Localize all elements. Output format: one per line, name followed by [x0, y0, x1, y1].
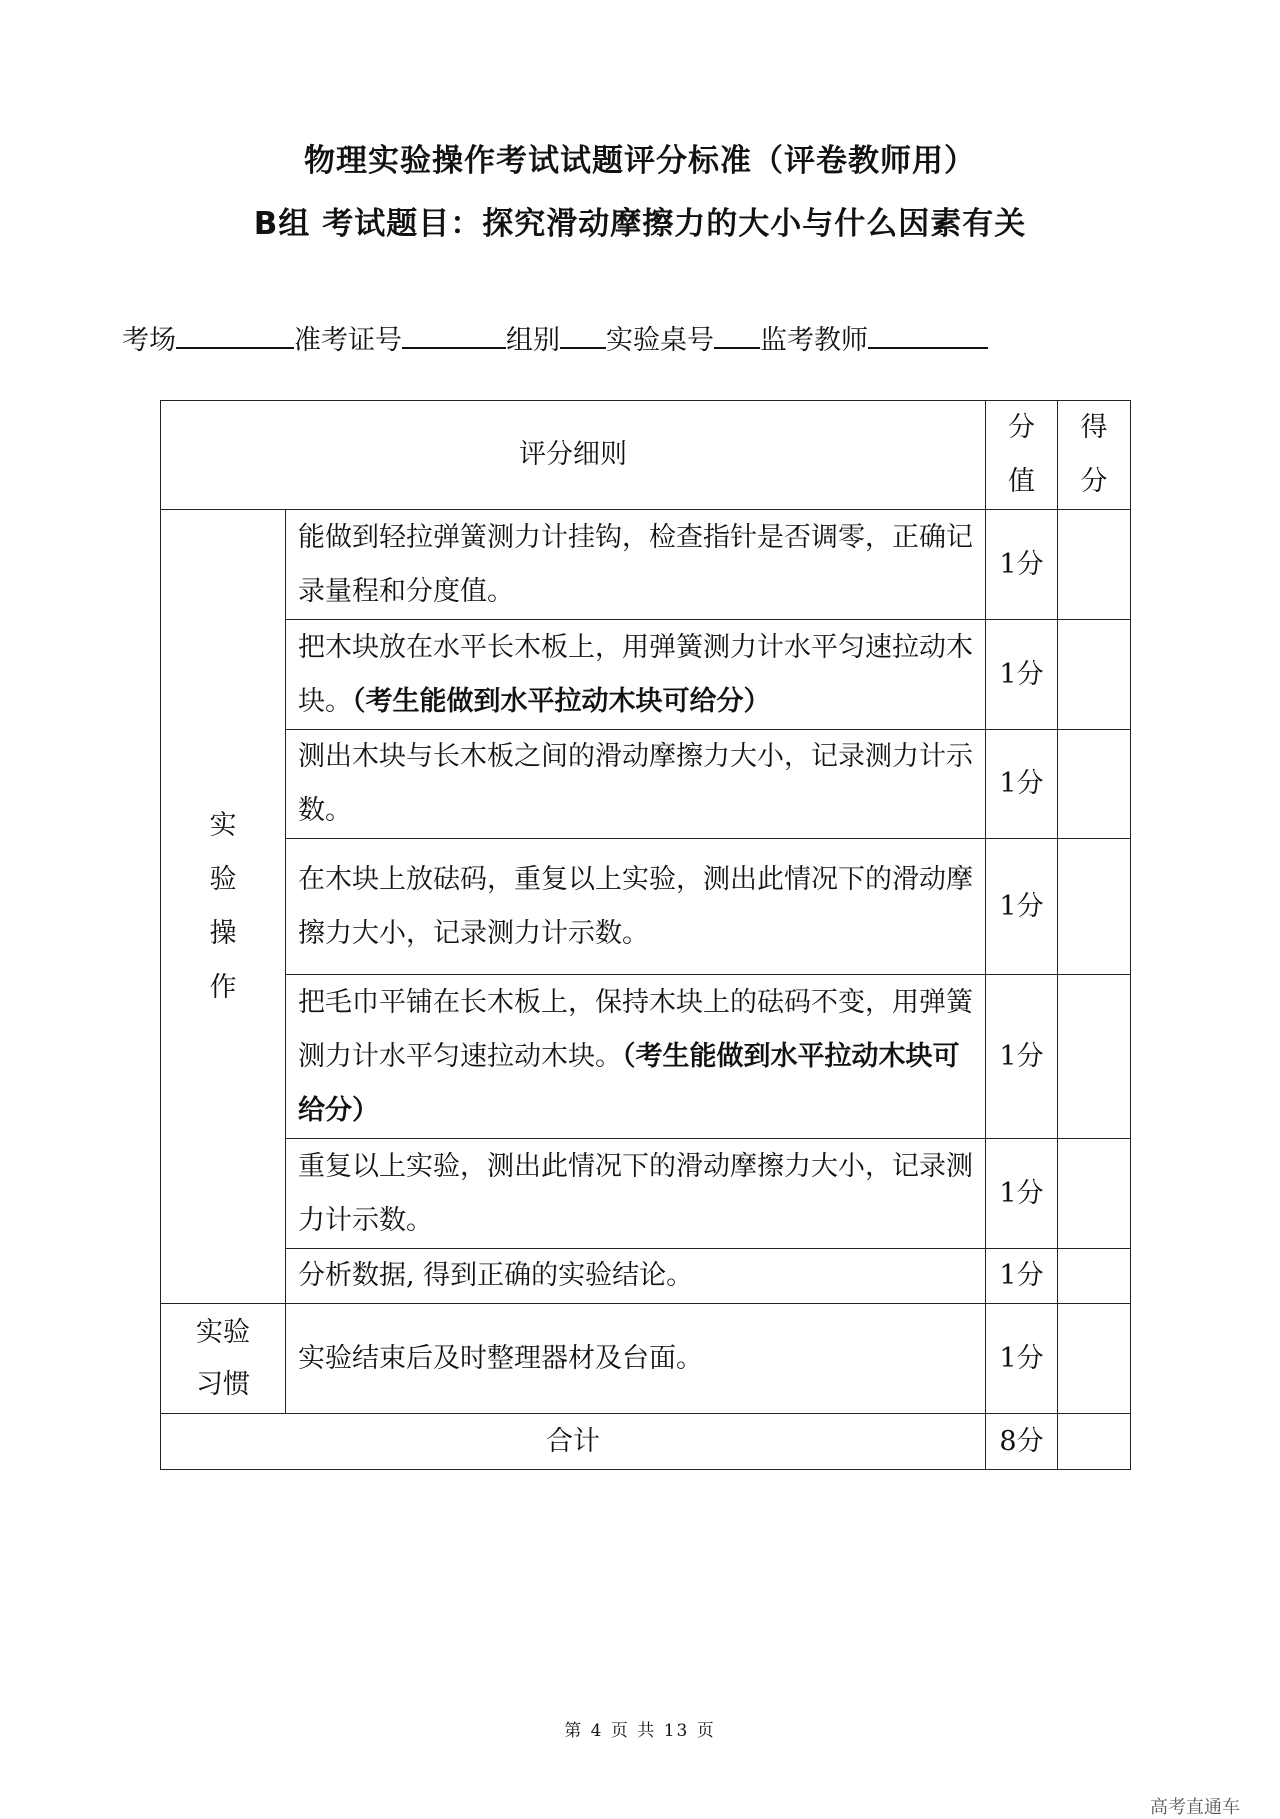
desk-no-blank	[714, 321, 760, 349]
score-5: 1分	[986, 975, 1058, 1139]
table-row	[161, 1139, 1131, 1249]
earned-2[interactable]	[1058, 620, 1131, 730]
earned-1[interactable]	[1058, 510, 1131, 620]
page-title: 物理实验操作考试试题评分标准（评卷教师用）	[304, 143, 976, 179]
total-score: 8分	[986, 1414, 1058, 1470]
table-header-row	[161, 401, 1131, 510]
score-1: 1分	[986, 510, 1058, 620]
score-7: 1分	[986, 1249, 1058, 1304]
table-row	[161, 730, 1131, 839]
table-row	[161, 620, 1131, 730]
earned-8[interactable]	[1058, 1304, 1131, 1414]
watermark: 高考直通车	[1150, 1797, 1240, 1818]
criterion-5: 把毛巾平铺在长木板上，保持木块上的砝码不变，用弹簧测力计水平匀速拉动木块。（考生能做到水平拉动木块可给分）	[286, 975, 986, 1139]
criterion-8: 实验结束后及时整理器材及台面。	[286, 1304, 986, 1414]
page-subtitle: B组 考试题目：探究滑动摩擦力的大小与什么因素有关	[253, 206, 1027, 242]
exam-room-label: 考场	[122, 325, 176, 356]
criterion-7: 分析数据, 得到正确的实验结论。	[286, 1249, 986, 1304]
info-line	[122, 318, 988, 357]
admission-no-label: 准考证号	[294, 325, 402, 356]
proctor-label: 监考教师	[760, 325, 868, 356]
admission-no-blank	[402, 321, 506, 349]
exam-room-blank	[176, 321, 294, 349]
score-2: 1分	[986, 620, 1058, 730]
table-row	[161, 510, 1131, 620]
criterion-6: 重复以上实验，测出此情况下的滑动摩擦力大小，记录测力计示数。	[286, 1139, 986, 1249]
section-operation: 实 验 操 作	[161, 510, 286, 1304]
page-footer: 第 4 页 共 13 页	[564, 1721, 716, 1741]
header-score-earned: 得 分	[1058, 401, 1131, 510]
total-earned[interactable]	[1058, 1414, 1131, 1470]
header-score-value: 分 值	[986, 401, 1058, 510]
group-label: 组别	[506, 325, 560, 356]
table-row	[161, 975, 1131, 1139]
earned-5[interactable]	[1058, 975, 1131, 1139]
table-row	[161, 1304, 1131, 1414]
earned-3[interactable]	[1058, 730, 1131, 839]
table-row	[161, 839, 1131, 975]
section-habit: 实验 习惯	[161, 1304, 286, 1414]
desk-no-label: 实验桌号	[606, 325, 714, 356]
earned-6[interactable]	[1058, 1139, 1131, 1249]
criterion-3: 测出木块与长木板之间的滑动摩擦力大小，记录测力计示数。	[286, 730, 986, 839]
table-row	[161, 1249, 1131, 1304]
score-3: 1分	[986, 730, 1058, 839]
criterion-2: 把木块放在水平长木板上，用弹簧测力计水平匀速拉动木块。（考生能做到水平拉动木块可给分）	[286, 620, 986, 730]
criterion-4: 在木块上放砝码，重复以上实验，测出此情况下的滑动摩擦力大小，记录测力计示数。	[286, 839, 986, 975]
proctor-blank	[868, 321, 988, 349]
score-4: 1分	[986, 839, 1058, 975]
group-blank	[560, 321, 606, 349]
total-row	[161, 1414, 1131, 1470]
header-rules: 评分细则	[161, 401, 986, 510]
earned-4[interactable]	[1058, 839, 1131, 975]
total-label: 合计	[161, 1414, 986, 1470]
criterion-2-note: （考生能做到水平拉动木块可给分）	[352, 685, 771, 717]
criterion-5-note: （考生能做到水平拉动木块可给分）	[298, 1040, 960, 1126]
score-6: 1分	[986, 1139, 1058, 1249]
scoring-table	[160, 400, 1131, 1470]
earned-7[interactable]	[1058, 1249, 1131, 1304]
criterion-1: 能做到轻拉弹簧测力计挂钩，检查指针是否调零，正确记录量程和分度值。	[286, 510, 986, 620]
score-8: 1分	[986, 1304, 1058, 1414]
